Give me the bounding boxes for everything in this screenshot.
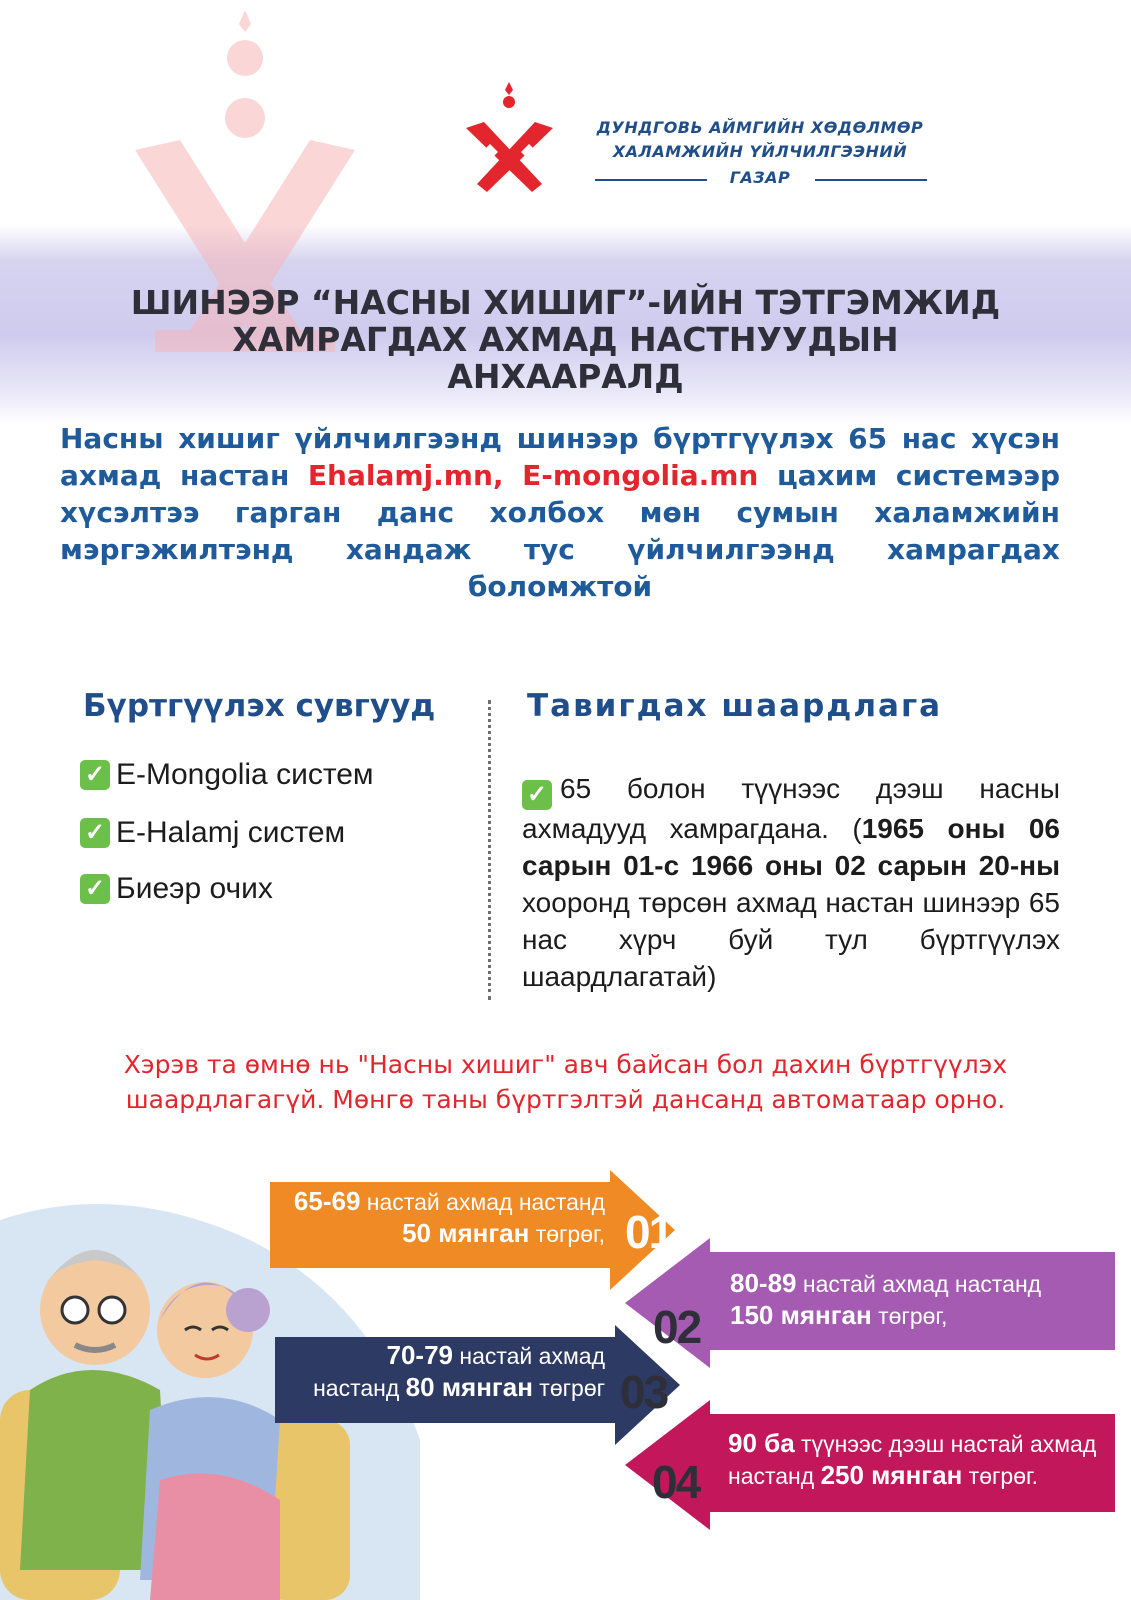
title-line2: ХАМРАГДАХ АХМАД НАСТНУУДЫН xyxy=(232,320,899,359)
checkmark-icon: ✓ xyxy=(80,874,110,904)
channels-heading: Бүртгүүлэх сувгууд xyxy=(83,688,436,724)
requirements-heading: Тавигдах шаардлага xyxy=(527,688,943,724)
tier-01-text: 65-69 настай ахмад настанд 50 мянган төгрөг, xyxy=(293,1186,605,1248)
org-rule-right xyxy=(815,179,927,181)
intro-paragraph xyxy=(60,420,1060,605)
checkmark-icon: ✓ xyxy=(522,780,552,810)
tier-04-number: 04 xyxy=(652,1456,700,1508)
intro-text-1: Насны хишиг үйлчилгээнд шинээр бүртгүүлэх 65 нас хүсэн ахмад настан xyxy=(60,422,1060,492)
channel-item: ✓ Биеэр очих xyxy=(80,872,273,906)
checkmark-icon: ✓ xyxy=(80,760,110,790)
intro-text-2: цахим системээр хүсэлтээ гарган данс холбох мөн сумын халамжийн мэргэжилтэнд хандаж тус үйлчилгээнд хамрагдах боломжтой xyxy=(60,459,1061,603)
channel-item: ✓ E-Halamj систем xyxy=(80,816,345,850)
tier-03-number: 03 xyxy=(620,1366,668,1418)
org-logo-emblem xyxy=(462,80,557,195)
tier-04-text: 90 ба түүнээс дээш настай ахмад настанд 250 мянган төгрөг. xyxy=(728,1428,1097,1490)
tier-02-number: 02 xyxy=(653,1301,701,1353)
channel-item: ✓ E-Mongolia систем xyxy=(80,758,374,792)
requirements-text: ✓ 65 болон түүнээс дээш насны ахмадууд хамрагдана. (1965 оны 06 сарын 01-с 1966 оны 02 сарын 20-ны хооронд төрсөн ахмад настан шинээр 65 нас хүрч буй тул бүртгүүлэх шаардлагатай) xyxy=(522,773,1060,992)
title-line3: АНХААРАЛД xyxy=(447,357,684,396)
tier-02-text: 80-89 настай ахмад настанд 150 мянган төгрөг, xyxy=(730,1268,1042,1330)
tier-01-number: 01 xyxy=(625,1206,673,1258)
column-divider xyxy=(488,700,491,1000)
checkmark-icon: ✓ xyxy=(80,818,110,848)
org-name-line2: ХАЛАМЖИЙН ҮЙЛЧИЛГЭЭНИЙ xyxy=(612,142,908,161)
title-line1: ШИНЭЭР “НАСНЫ ХИШИГ”-ИЙН ТЭТГЭМЖИД xyxy=(130,283,1001,322)
org-name-line3: ГАЗАР xyxy=(729,168,791,187)
org-name-line1: ДУНДГОВЬ АЙМГИЙН ХӨДӨЛМӨР xyxy=(596,118,924,137)
note-line1: Хэрэв та өмнө нь "Насны хишиг" авч байсан бол дахин бүртгүүлэх xyxy=(123,1050,1008,1079)
note-line2: шаардлагагүй. Мөнгө таны бүртгэлтэй дансанд автоматаар орно. xyxy=(125,1085,1006,1114)
intro-links: Ehalamj.mn, E-mongolia.mn xyxy=(307,459,759,492)
tier-03-text: 70-79 настай ахмад настанд 80 мянган төгрөг xyxy=(313,1340,605,1402)
